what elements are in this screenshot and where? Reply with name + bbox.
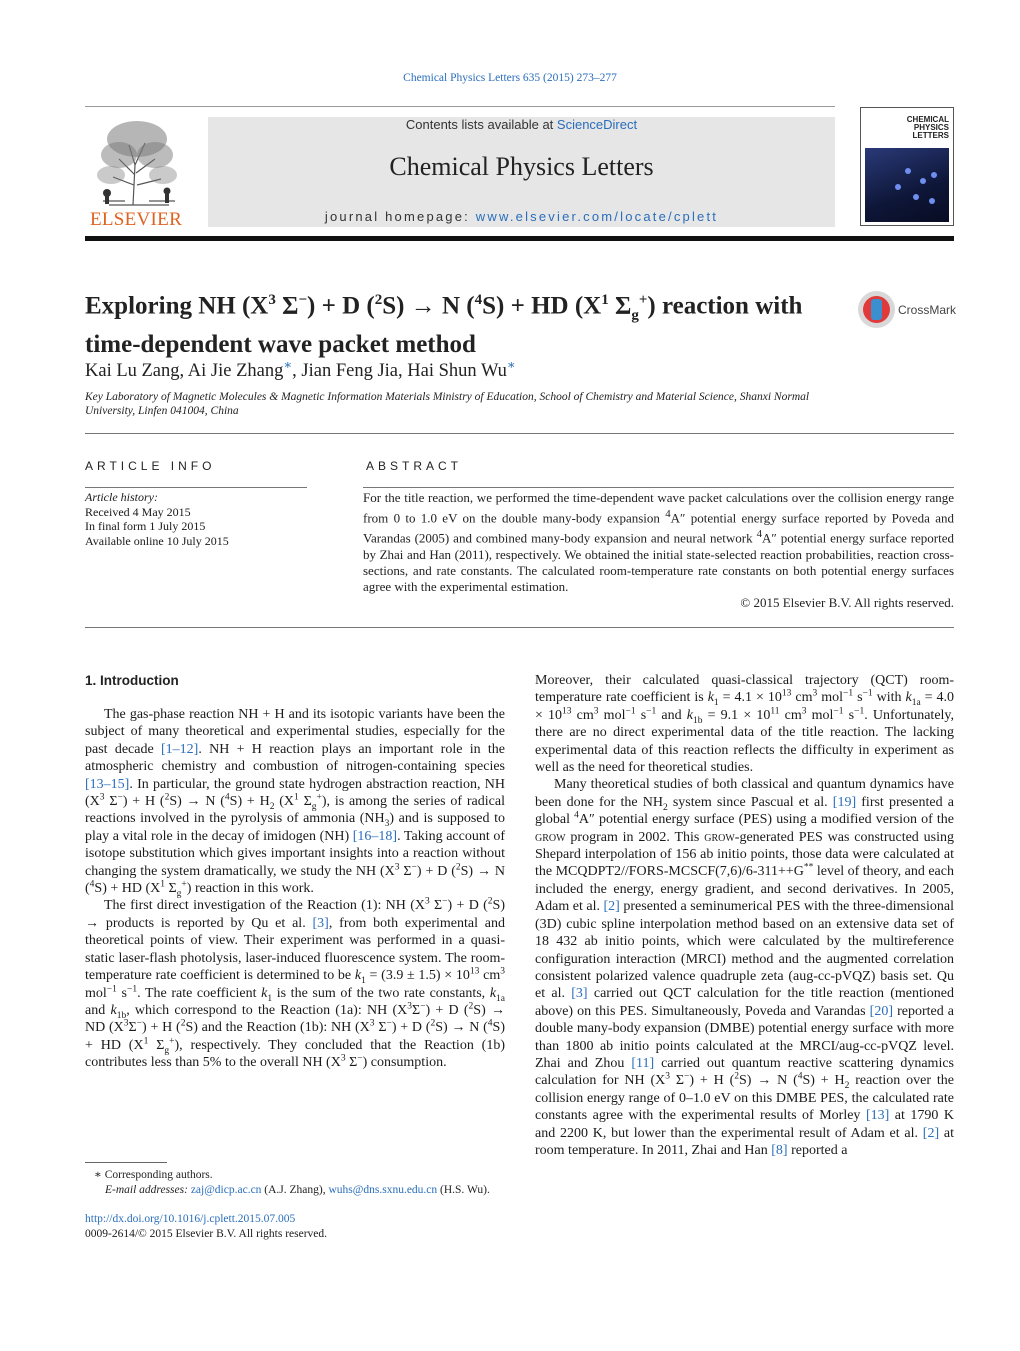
elsevier-logo[interactable] [85,115,187,230]
email-label: E-mail addresses: [105,1183,191,1196]
history-received: Received 4 May 2015 [85,504,191,519]
body-column-right: Moreover, their calculated quasi-classical trajectory (QCT) room-temperature rate coefficient is $k_1 = 4.1 \times 10^{13}$ $cm^3$ mol$^{-1}$ $s^{-1}$ with $k_{1a} = 4.0 \times 10^{13}$ $cm^3$ mol$^{-1}$ $s^{-1}$ and $k_{1b} = 9.1 \times 10^{11}$ $cm^3$ mol$^{-1}$ $s^{-1}$. Unfortunately, there are no direct experimental data of the title reaction. The lacking experimental data of this reaction reflects the difficulty in experiment as well as the need for theoretical studies. Many theoretical studies of both classical and quantum dynamics have been done for the $NH_2$ system since Pascual et al. [19] first presented a global $^4$A″ potential energy surface (PES) using a modified version of the grow program in 2002. This grow-generated PES was constructed using Shepard interpolation of 156 ab initio points, those data were calculated at the MCQDPT2//FORS-MCSCF(7,6)/6-311++G** level of theory, and each included the energy, energy gradient, and second derivatives. In 2005, Adam et al. [2] presented a seminumerical PES with the three-dimensional (3D) cubic spline interpolation method based on an extensive data set of 18 432 ab initio points, which were calculated by the multireference configuration interaction (MRCI) method and the augmented correlation consistent polarized valence quadruple zeta (aug-cc-pVQZ) basis set. Qu et al. [3] carried out QCT calculation for the title reaction (mentioned above) on this PES. Simultaneously, Poveda and Varandas [20] reported a double many-body expansion (DMBE) potential energy surface with more than 1800 ab initio points calculated at the MRCI/aug-cc-pVQZ level. Zhai and Zhou [11] carried out quantum reactive scattering dynamics calculation for NH ($X^3$ Σ−) + H ($^2$S) → N $(^4S) + H_2$ reaction over the collision energy range of 0–1.0 eV on this DMBE PES, the calculated rate constants agree with the experimental results of Morley [13] at 1790 K and 2200 K, but lower than the experimental result of Adam et al. [2] at room temperature. In 2011, Zhai and Han [8] reported a [535,673,955,1158]
abstract-rule [363,487,954,488]
abstract-text: For the title reaction, we performed the time-dependent wave packet calculations over the collision energy range from 0 to 1.0 eV on the double many-body expansion $^4$A″ potential energy surface reported by Poveda and Varandas (2005) and combined many-body expansion and neural network $^4$A″ potential energy surface reported by Zhai and Han (2011), respectively. We obtained the initial state-selected reaction probabilities, reaction cross-sections, and rate constants. The calculated room-temperature rate constants on both potential energy surfaces agree with the experimental estimation. [363,490,955,594]
email-owner-wu: (H.S. Wu). [437,1183,490,1196]
sciencedirect-link[interactable]: ScienceDirect [556,117,638,132]
header-top-rule [85,106,835,107]
crossmark-icon [858,291,895,328]
footnote-star: ∗ [94,1169,102,1181]
abstract-heading: ABSTRACT [366,459,463,473]
contents-line [208,117,835,132]
author-3: , Jian Feng Jia, [292,361,408,382]
email-owner-zhang: (A.J. Zhang), [261,1183,329,1196]
journal-banner [208,117,835,227]
cover-title: CHEMICAL PHYSICS LETTERS [906,115,949,140]
doi-block [85,1212,327,1241]
abstract-copyright: © 2015 Elsevier B.V. All rights reserved. [740,594,954,610]
article-info-rule [85,487,307,488]
journal-citation[interactable]: Chemical Physics Letters 635 (2015) 273–277 [403,72,617,84]
contents-prefix: Contents lists available at [405,117,557,132]
footnote-corresponding [85,1168,505,1183]
history-final-form: In final form 1 July 2015 [85,519,206,533]
section-heading-introduction: 1. Introduction [85,673,179,688]
journal-cover-thumbnail[interactable] [860,107,954,226]
journal-homepage [208,209,835,224]
issn-copyright: 0009-2614/© 2015 Elsevier B.V. All rights reserved. [85,1227,328,1240]
header-bottom-rule [85,236,954,241]
footnote-emails [85,1183,505,1198]
abstract-body [363,490,954,611]
elsevier-tree-icon [89,115,185,207]
elsevier-wordmark: ELSEVIER [89,209,183,230]
footnote-corresponding-text: Corresponding authors. [101,1169,213,1181]
author-4: Hai Shun Wu [407,361,507,382]
article-info-heading: ARTICLE INFO [85,459,216,473]
homepage-link[interactable]: www.elsevier.com/locate/cplett [475,209,719,224]
author-list [85,357,516,382]
article-title: Exploring NH ($X^3$ Σ−) + D ($^2$S) → N ($^4$S) + HD ($X^1$ $\Sigma_g^+$) reaction with time-dependent wave packet method [85,292,803,359]
abstract-bottom-rule [85,627,954,628]
author-2: Ai Jie Zhang [187,361,284,382]
history-label: Article history: [85,490,158,504]
crossmark-label: CrossMark [898,303,957,317]
footnote-rule [85,1162,167,1163]
cover-image [865,148,949,222]
affiliation: Key Laboratory of Magnetic Molecules & Magnetic Information Materials Ministry of Education, School of Chemistry and Material Science, Shanxi Normal University, Linfen 041004, China [85,391,810,417]
journal-name: Chemical Physics Letters [389,152,654,181]
crossmark-badge[interactable] [858,291,958,331]
history-available: Available online 10 July 2015 [85,533,229,548]
email-link-zhang[interactable]: zaj@dicp.ac.cn [190,1183,262,1196]
body-column-left: The gas-phase reaction NH + H and its isotopic variants have been the subject of many theoretical and experimental studies, especially for the past decade [1–12]. NH + H reaction plays an important role in the atmospheric chemistry and combustion of nitrogen-containing species [13–15]. In particular, the ground state hydrogen abstraction reaction, NH ($X^3$ Σ−) + H ($^2$S) → N $(^4S) + H_2$ ($X^1$ $\Sigma_g^+$), is among the series of radical reactions involved in the pyrolysis of ammonia $(NH_3)$ and is supposed to play a vital role in the decay of imidogen (NH) [16–18]. Taking account of isotope substitution which gives important insights into a reaction without changing the system dramatically, we study the NH ($X^3$ Σ−) + D ($^2$S) → N ($^4$S) + HD ($X^1$ $\Sigma_g^+$) reaction in this work. The first direct investigation of the Reaction (1): NH ($X^3$ Σ−) + D ($^2$S) → products is reported by Qu et al. [3], from both experimental and theoretical points of view. Their experiment was performed in a quasi-static laser-flash photolysis, laser-induced fluorescence system. The room-temperature rate coefficient is determined to be $k_1 = (3.9 \pm 1.5) \times 10^{13}$ $cm^3$ mol$^{-1}$ $s^{-1}$. The rate coefficient $k_1$ is the sum of the two rate constants, $k_{1a}$ and $k_{1b}$, which correspond to the Reaction (1a): NH $(X^3\Sigma^-) + D$ ($^2$S) → ND $(X^3\Sigma^-) + H$ ($^2$S) and the Reaction (1b): NH ($X^3$ Σ−) + D ($^2$S) → N ($^4$S) + HD ($X^1$ $\Sigma_g^+$), respectively. They concluded that the Reaction (1b) contributes less than 5% to the overall NH ($X^3$ Σ−) consumption. [85,707,505,1071]
author-1: Kai Lu Zang, [85,361,188,382]
affiliation-rule [85,433,954,434]
footnote [85,1168,505,1197]
author-4-corresponding-star[interactable]: ∗ [506,357,516,372]
doi-link[interactable]: http://dx.doi.org/10.1016/j.cplett.2015.07.005 [85,1213,296,1225]
article-history [85,490,307,548]
email-link-wu[interactable]: wuhs@dns.sxnu.edu.cn [328,1183,438,1196]
homepage-prefix: journal homepage: [324,209,476,224]
author-2-corresponding-star[interactable]: ∗ [283,357,293,372]
